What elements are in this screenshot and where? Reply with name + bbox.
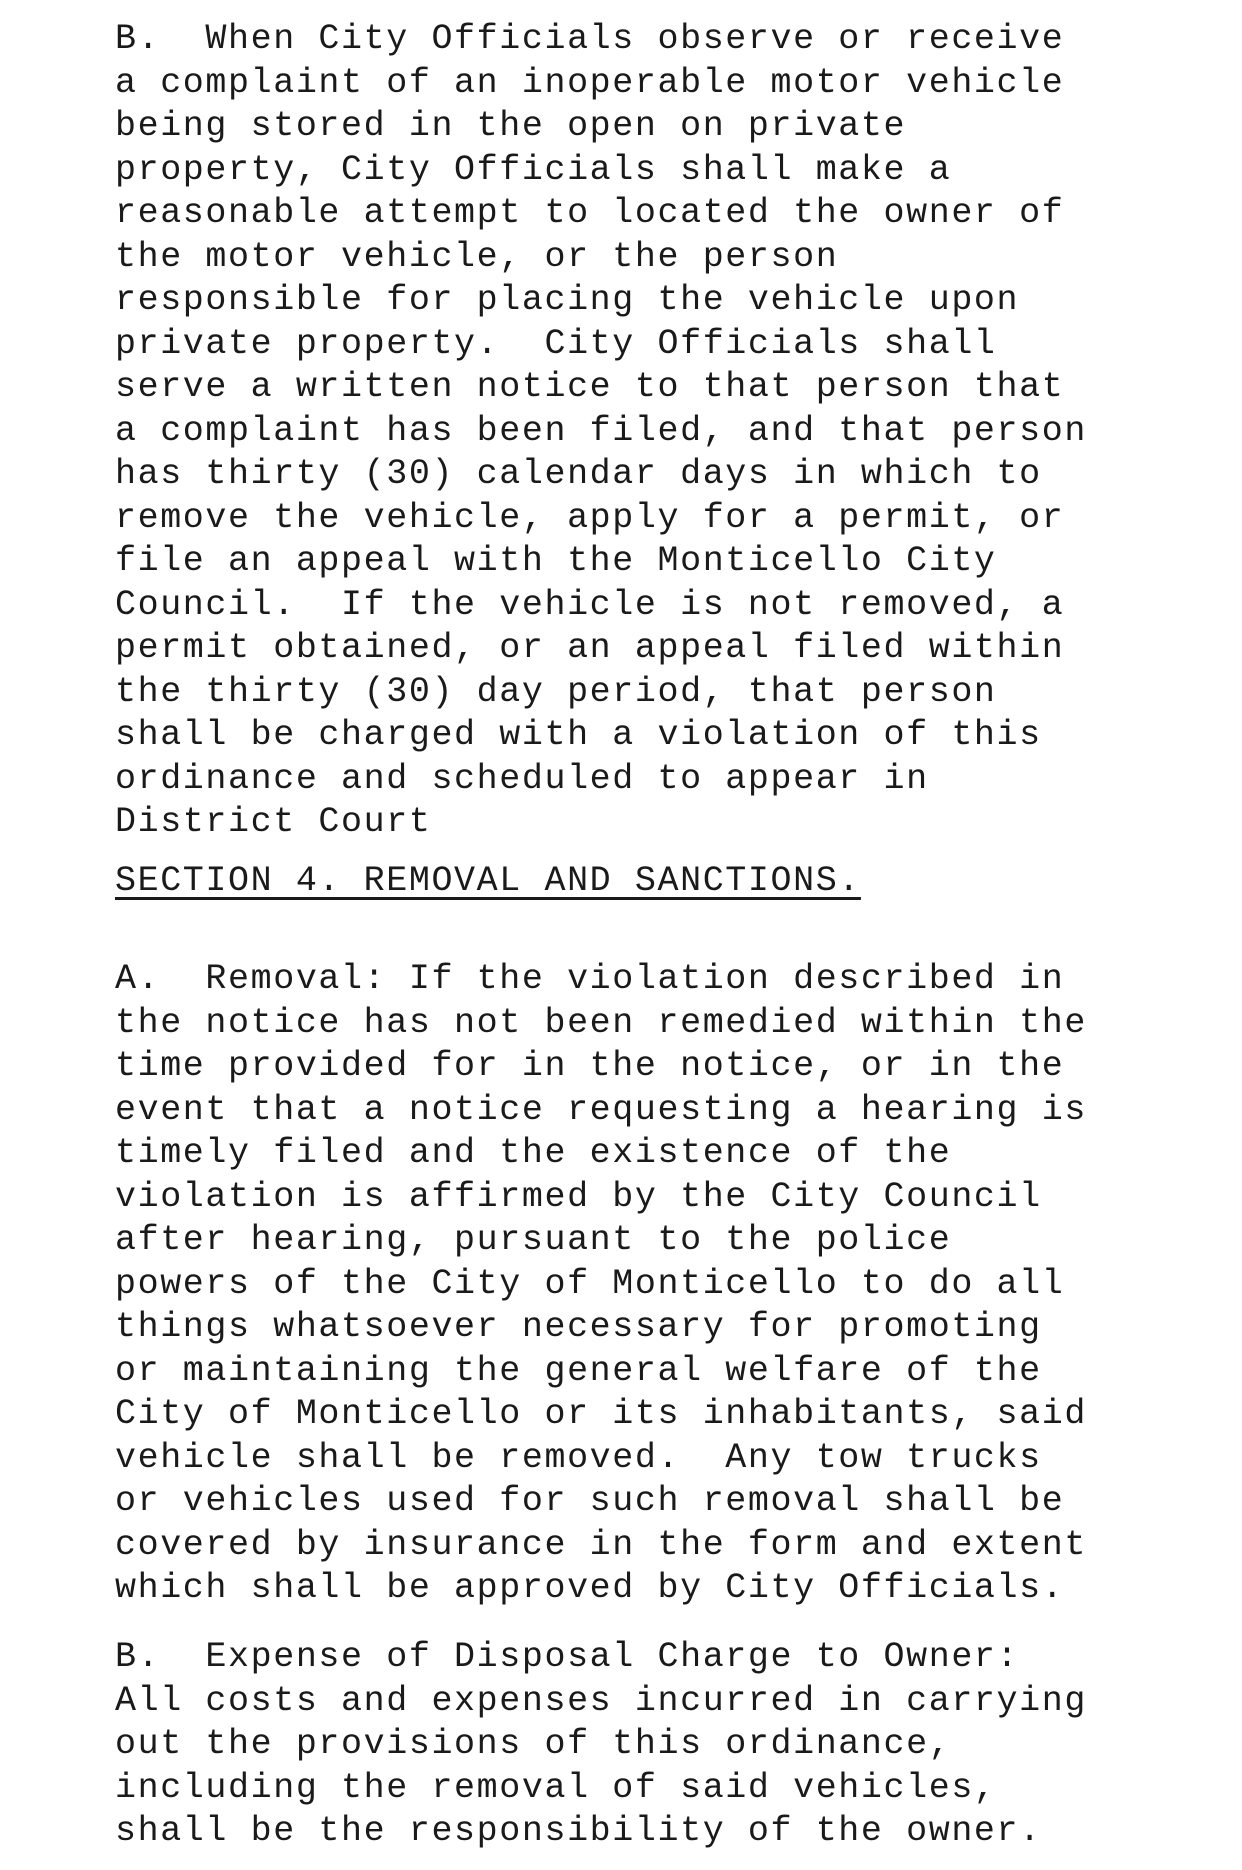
text-line: permit obtained, or an appeal filed within — [115, 628, 1065, 668]
text-line: private property. City Officials shall — [115, 323, 997, 364]
text-line: time provided for in the notice, or in the — [115, 1046, 1065, 1086]
text-line: out the provisions of this ordinance, — [115, 1724, 952, 1764]
text-line: or vehicles used for such removal shall be — [115, 1481, 1065, 1521]
text-line: violation is affirmed by the City Council — [115, 1176, 1042, 1217]
text-line: or maintaining the general welfare of the — [115, 1350, 1042, 1391]
text-line: B. When City Officials observe or receive — [115, 19, 1065, 59]
text-line: the thirty (30) day period, that person — [115, 671, 997, 712]
section4-paragraph-b — [115, 1636, 1087, 1854]
text-line: District Court — [115, 802, 432, 842]
text-line: All costs and expenses incurred in carrying — [115, 1680, 1087, 1721]
text-line: timely filed and the existence of the — [115, 1133, 952, 1173]
text-line: City of Monticello or its inhabitants, said — [115, 1394, 1087, 1434]
section3-paragraph-b — [115, 18, 1087, 845]
text-line: covered by insurance in the form and extent — [115, 1524, 1087, 1565]
text-line: being stored in the open on private — [115, 106, 907, 146]
text-line: responsible for placing the vehicle upon — [115, 280, 1020, 320]
text-line: file an appeal with the Monticello City — [115, 541, 997, 581]
text-line: reasonable attempt to located the owner of — [115, 193, 1065, 233]
text-line: things whatsoever necessary for promoting — [115, 1307, 1042, 1347]
text-line: vehicle shall be removed. Any tow trucks — [115, 1437, 1042, 1478]
text-line: A. Removal: If the violation described in — [115, 959, 1065, 999]
text-line: ordinance and scheduled to appear in — [115, 758, 929, 799]
text-line: which shall be approved by City Officials. — [115, 1568, 1065, 1608]
text-line: the notice has not been remedied within the — [115, 1002, 1087, 1043]
text-line: event that a notice requesting a hearing is — [115, 1089, 1087, 1130]
section4-heading — [115, 860, 861, 904]
text-line: remove the vehicle, apply for a permit, or — [115, 497, 1065, 538]
text-line: shall be the responsibility of the owner. — [115, 1811, 1042, 1851]
text-line: has thirty (30) calendar days in which to — [115, 454, 1042, 494]
text-line: property, City Officials shall make a — [115, 149, 952, 190]
text-line: serve a written notice to that person that — [115, 367, 1065, 407]
text-line: a complaint has been filed, and that person — [115, 410, 1087, 451]
text-line: a complaint of an inoperable motor vehicle — [115, 62, 1065, 103]
text-line: the motor vehicle, or the person — [115, 236, 839, 277]
text-line: after hearing, pursuant to the police — [115, 1220, 952, 1260]
text-line: B. Expense of Disposal Charge to Owner: — [115, 1637, 1020, 1677]
section4-heading-text: SECTION 4. REMOVAL AND SANCTIONS. — [115, 861, 861, 901]
text-line: powers of the City of Monticello to do all — [115, 1263, 1065, 1304]
section4-paragraph-a — [115, 958, 1087, 1611]
text-line: Council. If the vehicle is not removed, a — [115, 584, 1065, 625]
text-line: including the removal of said vehicles, — [115, 1767, 997, 1808]
text-line: shall be charged with a violation of this — [115, 715, 1042, 755]
